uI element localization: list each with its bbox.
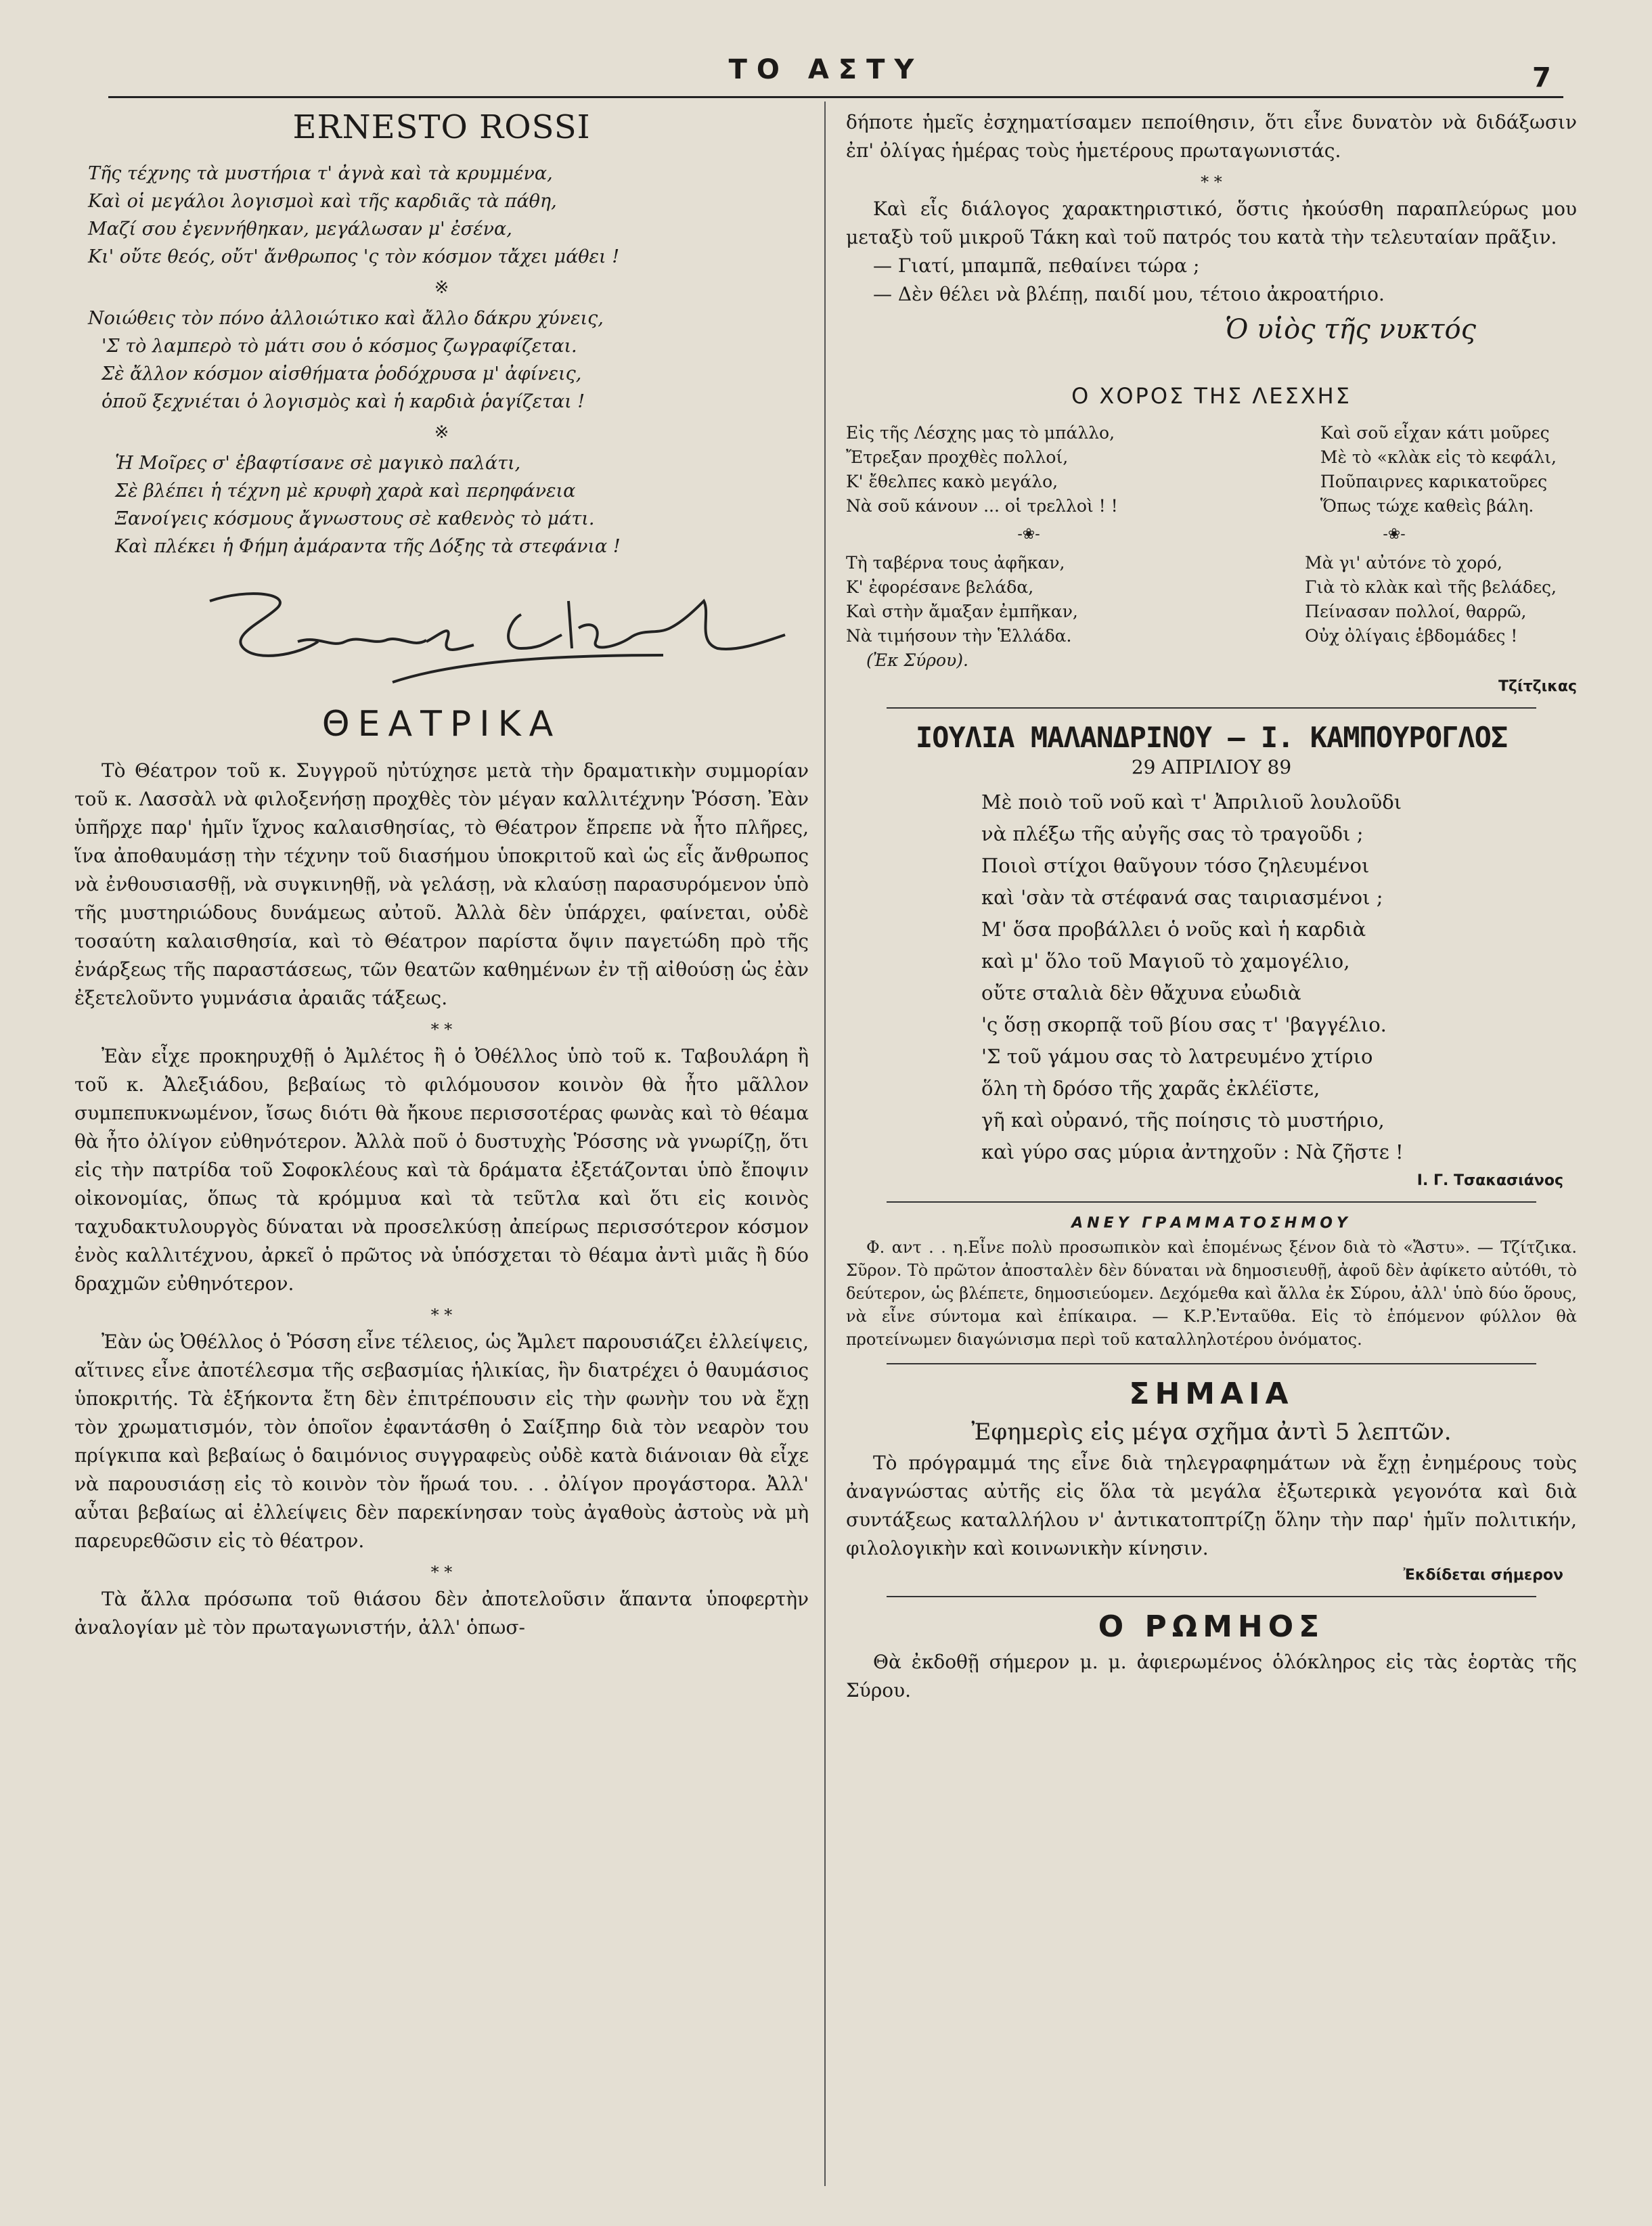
choros-stanza <box>1305 551 1577 673</box>
verse-line: ὅλη τὴ δρόσο τῆς χαρᾶς ἐκλέϊστε, <box>981 1077 1320 1100</box>
dialogue-intro: Καὶ εἷς διάλογος χαρακτηριστικό, ὅστις ἠκούσθη παραπλεύρως μου μεταξὺ τοῦ μικροῦ Τάκη καὶ τοῦ πατρός του κατὰ τὴν τελευταίαν πρᾶξιν. <box>846 198 1577 248</box>
poem-line: Ξανοίγεις κόσμους ἄγνωστους σὲ καθενὸς τὸ μάτι. <box>115 508 595 529</box>
right-column <box>846 108 1577 1705</box>
poem-stanza-3 <box>74 449 809 560</box>
romios-title: Ο ΡΩΜΗΟΣ <box>1098 1609 1325 1644</box>
poem-line: Νοιώθεις τὸν πόνο ἀλλοιώτικο καὶ ἄλλο δάκρυ χύνεις, <box>88 308 604 329</box>
verse-line: Καὶ σοῦ εἶχαν κάτι μοῦρες <box>1320 423 1550 443</box>
poem-line: Σὲ ἄλλον κόσμον αἰσθήματα ῥοδόχρυσα μ' ἀφίνεις, <box>102 363 582 384</box>
verse-line: Ποῦπαιρνες καρικατοῦρες <box>1320 472 1548 491</box>
wedding-date: 29 ΑΠΡΙΛΙΟΥ 89 <box>1131 756 1292 778</box>
choros-stanza-row <box>846 421 1577 518</box>
header-rule <box>108 96 1563 98</box>
romios-text: Θὰ ἐκδοθῇ σήμερον μ. μ. ἀφιερωμένος ὁλόκληρος εἰς τὰς ἑορτὰς τῆς Σύρου. <box>846 1651 1577 1701</box>
poem-line: Σὲ βλέπει ἡ τέχνη μὲ κρυφὴ χαρὰ καὶ περηφάνεια <box>115 481 576 502</box>
poem-stanza-1 <box>74 160 809 271</box>
verse-line: Μὰ γι' αὐτόνε τὸ χορό, <box>1305 553 1502 573</box>
poem-stanza-2 <box>74 305 809 416</box>
verse-line: καὶ 'σὰν τὰ στέφανά σας ταιριασμένοι ; <box>981 886 1383 909</box>
verse-line: Κ' ἔθελπες κακὸ μεγάλο, <box>846 472 1058 491</box>
choros-stanza <box>846 421 1118 518</box>
verse-line: καὶ γύρο σας μύρια ἀντηχοῦν : Νὰ ζῆστε ! <box>981 1140 1404 1163</box>
poem-line: Μαζί σου ἐγεννήθηκαν, μεγάλωσαν μ' ἐσένα, <box>88 219 512 240</box>
handwriting-text: Ὁ υἱὸς τῆς νυκτός <box>1225 314 1476 345</box>
verse-line: Νὰ σοῦ κάνουν ... οἱ τρελλοὶ ! ! <box>846 496 1118 516</box>
verse-line: Πείνασαν πολλοί, θαρρῶ, <box>1305 602 1527 621</box>
ornament: -❀- <box>1017 526 1040 543</box>
masthead-title: ΤΟ ΑΣΤΥ <box>728 54 924 85</box>
wedding-banner: ΙΟΥΛΙΑ ΜΑΛΑΝΔΡΙΝΟΥ — Ι. ΚΑΜΠΟΥΡΟΓΛΟΣ <box>915 721 1508 754</box>
verse-line: Μὲ τὸ «κλὰκ εἰς τὸ κεφάλι, <box>1320 447 1557 467</box>
simaia-title: ΣΗΜΑΙΑ <box>1129 1377 1294 1411</box>
handwritten-signature-right <box>846 309 1577 363</box>
section-rule <box>887 707 1536 709</box>
poem-line: 'Σ τὸ λαμπερὸ τὸ μάτι σου ὁ κόσμος ζωγραφίζεται. <box>102 336 577 357</box>
stanza-ornament: ※ <box>434 422 449 443</box>
verse-line: Ἔτρεξαν προχθὲς πολλοί, <box>846 447 1069 467</box>
section-stars: * * <box>430 1020 453 1039</box>
anonymous-text: Φ. αντ . . η.Εἶνε πολὺ προσωπικὸν καὶ ἑπομένως ξένον διὰ τὸ «Ἄστυ». — Τζίτζικα. Σῦρον. Τὸ πρῶτον ἀποσταλὲν δὲν δύναται νὰ δημοσιευθῇ, ἀφοῦ δὲν ἀφίκετο αὐτόθι, τὸ δεύτερον, ὡς βλέπετε, δημοσιεύομεν. Δεχόμεθα καὶ ἄλλα ἐκ Σύρου, ἀλλ' ὑπὸ δύο ὅρους, νὰ εἶνε σύντομα καὶ ἐπίκαιρα. — Κ.Ρ.Ἐνταῦθα. Εἰς τὸ ἑπόμενον φύλλον θὰ προτείνωμεν διαγώνισμα περὶ τοῦ καταλληλοτέρου ὀνόματος. <box>846 1238 1577 1349</box>
poem-line: ὁποῦ ξεχνιέται ὁ λογισμὸς καὶ ἡ καρδιὰ ῥαγίζεται ! <box>102 391 585 412</box>
wedding-signature: Ι. Γ. Τσακασιάνος <box>1416 1172 1563 1189</box>
poem-title: ERNESTO ROSSI <box>292 108 591 146</box>
simaia-text: Τὸ πρόγραμμά της εἶνε διὰ τηλεγραφημάτων νὰ ἔχῃ ἐνημέρους τοὺς ἀναγνώστας αὐτῆς εἰς ὅλα τὰ μεγάλα ἐξωτερικὰ γεγονότα καὶ διὰ συντάξεως καταλλήλου ν' ἀντικατοπτρίζῃ ὅλην τὴν παρ' ἡμῖν πολιτικήν, φιλολογικὴν καὶ κοινωνικὴν κίνησιν. <box>846 1452 1577 1559</box>
handwritten-signature <box>74 560 809 696</box>
ornament: -❀- <box>1383 526 1406 543</box>
section-rule <box>887 1201 1536 1203</box>
verse-line: νὰ πλέξω τῆς αὐγῆς σας τὸ τραγοῦδι ; <box>981 822 1364 845</box>
article-paragraph: Ἐὰν ὡς Ὀθέλλος ὁ Ῥόσση εἶνε τέλειος, ὡς Ἄμλετ παρουσιάζει ἐλλείψεις, αἵτινες εἶνε ἀποτέλεσμα τῆς σεβασμίας ἡλικίας, ἣν διατρέχει ὁ θαυμάσιος ὑποκριτής. Τὰ ἑξήκοντα ἔτη δὲν ἐπιτρέπουσιν εἰς τὴν φωνὴν του νὰ ἔχῃ τὸν χρωματισμόν, τὸν ὁποῖον ἐφαντάσθη ὁ Σαίξπηρ διὰ τὸν νεαρὸν του πρίγκιπα καὶ βεβαίως ὁ δαιμόνιος συγγραφεὺς οὐδὲ κατὰ διάνοιαν θὰ εἶχε νὰ παρουσιάσῃ εἰς τὸ κοινὸν τὸν ἥρωά του. . . ὀλίγον προγάστορα. Ἀλλ' αὗται βεβαίως αἱ ἐλλείψεις δὲν παρεκίνησαν τοὺς ἀγαθοὺς ἀστοὺς νὰ μὴ παρευρεθῶσιν εἰς τὸ θέατρον. <box>74 1331 809 1552</box>
article-paragraph: Ἐὰν εἶχε προκηρυχθῇ ὁ Ἀμλέτος ἢ ὁ Ὀθέλλος ὑπὸ τοῦ κ. Ταβουλάρη ἢ τοῦ κ. Ἀλεξιάδου, βεβαίως τὸ φιλόμουσον κοινὸν θὰ ἦτο μᾶλλον συμπεπυκνωμένον, ἴσως διότι θὰ ἤκουε περισσοτέρας φωνὰς καὶ τὸ θέαμα θὰ ἦτο ὀλίγον εὐθηνότερον. Ἀλλὰ ποῦ ὁ δυστυχὴς Ῥόσσης νὰ γνωρίζῃ, ὅτι εἰς τὴν πατρίδα τοῦ Σοφοκλέους καὶ τὰ δράματα ἐξετάζονται ὑπὸ ἔποψιν οἰκονομίας, ὅπως τὰ κρόμμυα καὶ τὰ τεῦτλα καὶ ὅτι εἰς κοινὸς ταχυδακτυλουργὸς δύναται νὰ προσελκύσῃ ἀπείρως περισσότερον κόσμον ἐνὸς καλλιτέχνου, ἀρκεῖ ὁ πρῶτος νὰ ὑπόσχεται τὸ θέαμα ἀντὶ μιᾶς ἢ δύο δραχμῶν εὐθηνότερον. <box>74 1045 809 1295</box>
article-paragraph: Τὸ Θέατρον τοῦ κ. Συγγροῦ ηὐτύχησε μετὰ τὴν δραματικὴν συμμορίαν τοῦ κ. Λασσὰλ νὰ φιλοξενήσῃ προχθὲς τὸν μέγαν καλλιτέχνην Ῥόσση. Ἐὰν ὑπῆρχε παρ' ἡμῖν ἴχνος καλαισθησίας, τὸ Θέατρον ἔπρεπε νὰ ἦτο πλῆρες, ἵνα ἀποθαυμάσῃ τὴν τέχνην τοῦ διασήμου ὑποκριτοῦ καὶ ὡς εἷς ἄνθρωπος νὰ ἐνθουσιασθῇ, νὰ συγκινηθῇ, νὰ γελάσῃ, νὰ κλαύσῃ παρασυρόμενον ὑπὸ τῆς μυστηριώδους δυνάμεως αὐτοῦ. Ἀλλὰ δὲν ὑπάρχει, φαίνεται, οὐδὲ τοσαύτη καλαισθησία, καὶ τὸ Θέατρον παρίστα ὄψιν παγετώδη πρὸ τῆς ἐνάρξεως τῆς παραστάσεως, τῶν θεατῶν καθημένων ἐν τῇ αἰθούσῃ ὡς ἐὰν ἐξετελοῦντο γυμνάσια ἀραιᾶς τάξεως. <box>74 759 809 1009</box>
signature-scrawl <box>74 560 809 696</box>
section-stars: * * <box>430 1563 453 1582</box>
poem-line: Κι' οὔτε θεός, οὔτ' ἄνθρωπος 'ς τὸν κόσμον τἄχει μάθει ! <box>88 246 620 267</box>
section-rule <box>887 1363 1536 1364</box>
poem-line: Ἡ Μοῖρες σ' ἐβαφτίσανε σὲ μαγικὸ παλάτι, <box>115 453 521 474</box>
dialogue-line: — Δὲν θέλει νὰ βλέπῃ, παιδί μου, τέτοιο ἀκροατήριο. <box>873 283 1385 305</box>
poem-line: Τῆς τέχνης τὰ μυστήρια τ' ἀγνὰ καὶ τὰ κρυμμένα, <box>88 163 553 184</box>
page-number: 7 <box>1532 62 1551 93</box>
section-title-theatrika: ΘΕΑΤΡΙΚΑ <box>321 704 562 744</box>
verse-line: Κ' ἐφορέσανε βελάδα, <box>846 577 1034 597</box>
choros-ornament-row <box>846 518 1577 551</box>
section-stars: * * <box>1201 173 1222 192</box>
verse-line: Οὐχ ὀλίγαις ἑβδομάδες ! <box>1305 626 1518 646</box>
verse-line: Ποιοὶ στίχοι θαῦγουν τόσο ζηλευμένοι <box>981 854 1370 877</box>
verse-line: 'ς ὅσῃ σκορπᾷ τοῦ βίου σας τ' 'βαγγέλιο. <box>981 1013 1387 1036</box>
poem-line: Καὶ οἱ μεγάλοι λογισμοὶ καὶ τῆς καρδιᾶς τὰ πάθη, <box>88 191 557 212</box>
verse-line: 'Σ τοῦ γάμου σας τὸ λατρευμένο χτίριο <box>981 1045 1373 1068</box>
column-divider <box>824 102 826 2186</box>
wedding-poem <box>846 786 1577 1168</box>
verse-line: οὔτε σταλιὰ δὲν θἄχυνα εὐωδιὰ <box>981 981 1301 1004</box>
dialogue-line: — Γιατί, μπαμπᾶ, πεθαίνει τώρα ; <box>873 254 1200 277</box>
verse-line: Γιὰ τὸ κλὰκ καὶ τῆς βελάδες, <box>1305 577 1557 597</box>
verse-line: Καὶ στὴν ἄμαξαν ἐμπῆκαν, <box>846 602 1078 621</box>
choros-stanza <box>1320 421 1577 518</box>
section-stars: * * <box>430 1306 453 1325</box>
left-column <box>74 108 809 1642</box>
verse-line: καὶ μ' ὅλο τοῦ Μαγιοῦ τὸ χαμογέλιο, <box>981 950 1350 973</box>
continued-paragraph: δήποτε ἡμεῖς ἐσχηματίσαμεν πεποίθησιν, ὅτι εἶνε δυνατὸν νὰ διδάξωσιν ἐπ' ὀλίγας ἡμέρας τοὺς ἡμετέρους πρωταγωνιστάς. <box>846 111 1577 162</box>
verse-line: Μ' ὅσα προβάλλει ὁ νοῦς καὶ ἡ καρδιὰ <box>981 918 1366 941</box>
verse-line: Νὰ τιμήσουν τὴν Ἑλλάδα. <box>846 626 1072 646</box>
choros-stanza <box>846 551 1078 673</box>
article-paragraph: Τὰ ἄλλα πρόσωπα τοῦ θιάσου δὲν ἀποτελοῦσιν ἅπαντα ὑποφερτὴν ἀναλογίαν μὲ τὸν πρωταγωνιστήν, ἀλλ' ὁπωσ- <box>74 1588 809 1639</box>
verse-line: Τὴ ταβέρνα τους ἀφῆκαν, <box>846 553 1065 573</box>
verse-line: Εἰς τῆς Λέσχης μας τὸ μπάλλο, <box>846 423 1115 443</box>
poem-line: Καὶ πλέκει ἡ Φήμη ἀμάραντα τῆς Δόξης τὰ στεφάνια ! <box>115 536 621 557</box>
simaia-note: Ἐκδίδεται σήμερον <box>1403 1567 1563 1584</box>
verse-line: Ὅπως τώχε καθεὶς βάλη. <box>1320 496 1534 516</box>
choros-signature: Τζίτζικας <box>1498 678 1577 695</box>
verse-line: γῆ καὶ οὐρανό, τῆς ποίησις τὸ μυστήριο, <box>981 1109 1385 1132</box>
simaia-subtitle: Ἐφημερὶς εἰς μέγα σχῆμα ἀντὶ 5 λεπτῶν. <box>971 1419 1452 1446</box>
choros-title: Ο ΧΟΡΟΣ ΤΗΣ ΛΕΣΧΗΣ <box>1071 383 1352 409</box>
section-rule <box>887 1596 1536 1597</box>
anonymous-heading: ΑΝΕΥ ΓΡΑΜΜΑΤΟΣΗΜΟΥ <box>1071 1215 1352 1232</box>
stanza-ornament: ※ <box>434 277 449 298</box>
verse-source: (Ἐκ Σύρου). <box>866 650 968 670</box>
choros-stanza-row <box>846 551 1577 673</box>
verse-line: Μὲ ποιὸ τοῦ νοῦ καὶ τ' Ἀπριλιοῦ λουλοῦδι <box>981 791 1402 814</box>
